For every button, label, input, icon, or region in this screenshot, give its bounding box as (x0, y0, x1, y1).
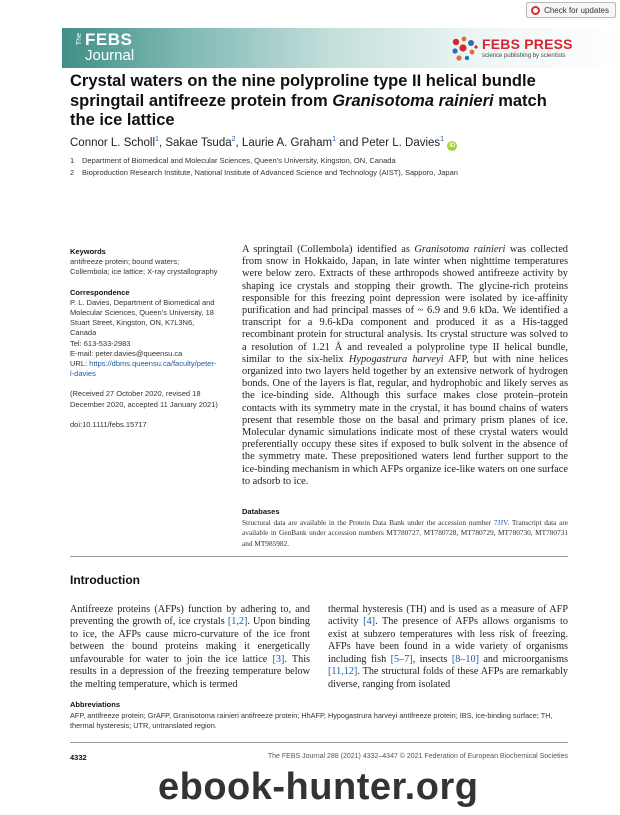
doi[interactable]: doi:10.1111/febs.15717 (70, 419, 147, 429)
press-tagline: science publishing by scientists (482, 53, 566, 59)
affiliation-number: 2 (70, 168, 75, 177)
correspondence-line: P. L. Davies, Department of Biomedical and (70, 297, 215, 307)
affiliation (70, 156, 396, 165)
check-for-updates-button[interactable] (526, 2, 616, 18)
febs-press-dots-icon (448, 34, 482, 64)
author-name[interactable]: Sakae Tsuda (165, 136, 232, 149)
abstract-text: A springtail (Collembola) identified as (242, 244, 415, 255)
title-text: Crystal waters on the nine polyproline type II helical bundle springtail antifreeze protein from (70, 72, 536, 110)
introduction-column-left (70, 604, 310, 691)
correspondence-line: Tel: 613-533-2983 (70, 338, 131, 348)
title-tail: match the ice lattice (70, 91, 547, 129)
correspondence-heading: Correspondence (70, 287, 130, 297)
reference-link[interactable]: [11,12] (328, 666, 358, 678)
received-line: (Received 27 October 2020, revised 18 (70, 389, 201, 399)
abstract-species: Hypogastrura harveyi (348, 353, 444, 365)
watermark: ebook-hunter.org (158, 766, 479, 808)
introduction-text: and microorganisms (478, 653, 568, 665)
databases-heading: Databases (242, 507, 280, 516)
author-name[interactable]: Peter L. Davies (361, 136, 441, 149)
author-affiliation-mark: 1 (155, 136, 159, 143)
febs-press-logo (448, 34, 618, 64)
pdb-link[interactable]: 7JJV (493, 518, 508, 527)
author-separator: and (335, 136, 362, 149)
abbreviations-text: AFP, antifreeze protein; GrAFP, Granisotoma rainieri antifreeze protein; HhAFP, Hypogastrura harveyi antifreeze protein; IBS, ice-binding surface; TH, thermal hysteresis; UTR, untranslated region. (70, 711, 553, 731)
affiliation (70, 168, 458, 177)
author-separator: , (158, 136, 166, 149)
author-list (70, 136, 457, 151)
correspondence-url (70, 359, 240, 369)
reference-link[interactable]: [8–10] (451, 653, 479, 665)
logo-journal: Journal (85, 47, 135, 64)
reference-link[interactable]: [1,2] (227, 616, 248, 628)
author-name[interactable]: Connor L. Scholl (70, 136, 156, 149)
reference-link[interactable]: [4] (363, 616, 376, 628)
correspondence-line: E-mail: peter.davies@queensu.ca (70, 348, 183, 358)
correspondence-line: Molecular Sciences, Queen’s University, 18 (70, 308, 214, 318)
author-affiliation-mark: 1 (332, 136, 336, 143)
reference-link[interactable]: [3] (272, 653, 285, 665)
author-affiliation-mark: 1 (440, 136, 445, 143)
journal-citation: The FEBS Journal 288 (2021) 4332–4347 © 2021 Federation of European Biochemical Societies (267, 753, 568, 760)
check-for-updates-label: Check for updates (544, 5, 609, 15)
introduction-text: thermal hysteresis (TH) and is used as a measure of AFP activity (328, 604, 568, 628)
page-number: 4332 (70, 753, 87, 762)
abstract-text: was collected from snow in Hokkaido, Japan, in late winter when nighttime temperatures were below zero. Extracts of these arthropods showed antifreeze activity by shaping ice crystals and stopping their growth. The glycine-rich proteins responsible for this freezing point depression were isolated by ice-affinity purification and had principal masses of ~ 6.9 and 9.6 kDa. We identified a transcript for a 9.6-kDa component and produced it as a His-tagged recombinant protein for structural analysis. Its crystal structure was solved to a resolution of 1.21 Å and revealed a polyproline type II helical bundle, similar to the six-helix (242, 244, 568, 365)
footer-divider (70, 742, 568, 743)
article-sidebar (70, 247, 240, 430)
affiliation-text: Department of Biomedical and Molecular Sciences, Queen’s University, Kingston, ON, Canada (82, 156, 396, 165)
article-title (70, 72, 570, 131)
orcid-icon[interactable]: iD (449, 142, 456, 149)
abbreviations-heading: Abbreviations (70, 700, 121, 709)
abstract-species: Granisotoma rainieri (414, 244, 506, 255)
url-link[interactable]: https://dbms.queensu.ca/faculty/peter- (89, 359, 217, 369)
press-name: FEBS PRESS (482, 36, 573, 52)
abstract (242, 244, 568, 488)
keywords-heading: Keywords (70, 247, 106, 256)
introduction-text: . The structural folds of these AFPs are remarkably diverse, ranging from isolated (328, 666, 568, 690)
introduction-heading: Introduction (70, 573, 140, 587)
author-name[interactable]: Laurie A. Graham (241, 136, 333, 149)
section-divider (70, 556, 568, 557)
keywords-line: antifreeze protein; bound waters; (70, 257, 180, 267)
reference-link[interactable]: [5–7] (390, 653, 413, 665)
databases-text (242, 518, 568, 549)
databases-text-part: Structural data are available in the Protein Data Bank under the accession number (242, 518, 494, 527)
introduction-column-right (328, 604, 568, 691)
abstract-text: AFP, but with nine helices organized into two layers held together by an extensive network of hydrogen bonds. One of the layers is flat, regular, and hydrophobic and likely serves as the ice-binding side. Although this surface makes close protein–protein contacts with its symmetry mate in the crystal, it has bound chains of waters present that resemble those on the basal and primary prism planes of ice. Molecular dynamic simulations indicate most of these crystal waters would preferentially occupy these sites if exposed to bulk solvent in the absence of the symmetry mate. These prepositioned waters lend further support to the ice-binding mechanism in which AFPs organize ice-like waters on one surface to adsorb to ice. (242, 353, 569, 487)
logo-febs: FEBS (85, 30, 133, 49)
introduction-text: . Upon binding to ice, the AFPs cause micro-curvature of the ice front between the bound proteins making it energetically unfavourable for water to join the ice lattice (70, 616, 310, 665)
introduction-text: Antifreeze proteins (AFPs) function by adhering to, and preventing the growth of, ice crystals (70, 604, 310, 628)
keywords-line: Collembola; ice lattice; X-ray crystallography (70, 267, 218, 277)
databases-text-part: . Transcript data are available in GenBank under accession numbers MT780727, MT780728, MT780729, MT780730, MT780731 and MT985982. (242, 518, 568, 548)
url-link-cont[interactable]: l-davies (70, 369, 96, 379)
update-icon (531, 6, 540, 15)
correspondence-line: Canada (70, 328, 97, 338)
received-line: December 2020, accepted 11 January 2021) (70, 399, 218, 409)
author-affiliation-mark: 2 (231, 136, 236, 143)
author-separator: , (235, 136, 242, 149)
introduction-text: , insects (412, 653, 452, 665)
affiliation-text: Bioproduction Research Institute, National Institute of Advanced Science and Technology (AIST), Sapporo, Japan (82, 168, 458, 177)
correspondence-line: Stuart Street, Kingston, ON, K7L3N6, (70, 318, 195, 328)
affiliation-number: 1 (70, 156, 75, 165)
introduction-text: . This results in a depression of the freezing temperature below the melting temperature, which is termed (70, 653, 310, 690)
correspondence-url-cont (70, 369, 240, 379)
url-label: URL: (70, 359, 90, 369)
title-species: Granisotoma rainieri (332, 91, 494, 110)
logo-the: The (76, 33, 83, 46)
introduction-text: . The presence of AFPs allows organisms to exist at subzero temperatures with less risk of freezing. AFPs have been found in a wide variety of organisms including fish (328, 616, 568, 665)
